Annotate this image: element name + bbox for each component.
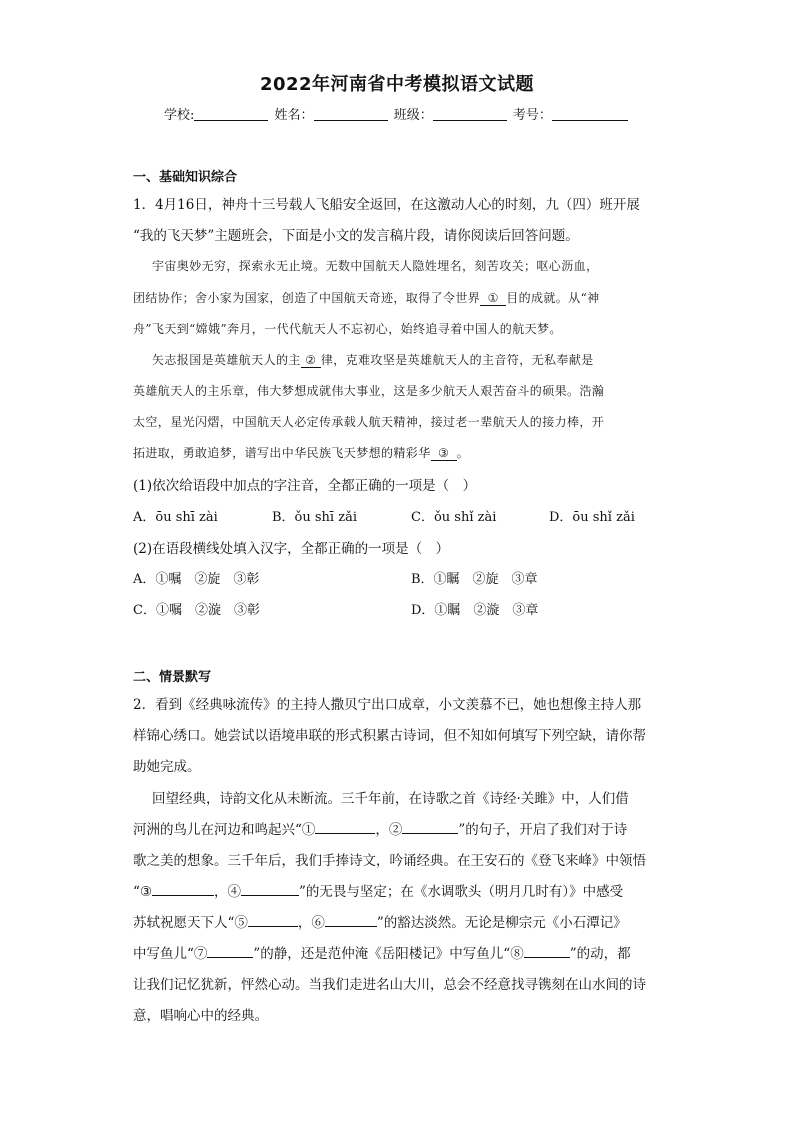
option-c[interactable]: C．ǒu shǐ zài xyxy=(411,510,497,525)
answer-blank[interactable] xyxy=(152,895,214,896)
answer-blank[interactable] xyxy=(325,926,377,927)
exam-no-blank[interactable] xyxy=(552,108,628,121)
blank-2: ② xyxy=(301,353,321,368)
paragraph-line: 河洲的鸟儿在河边和鸣起兴“① ，② ”的句子，开启了我们对于诗 xyxy=(133,822,628,838)
paragraph-line: 回望经典，诗韵文化从未断流。三千年前，在诗歌之首《诗经·关雎》中，人们借 xyxy=(152,791,629,807)
option-b[interactable]: B．①瞩 ②旋 ③章 xyxy=(411,572,538,587)
sub-question-stem: (2)在语段横线处填入汉字，全都正确的一项是（ ） xyxy=(133,541,450,557)
question-text: 2．看到《经典咏流传》的主持人撒贝宁出口成章，小文羡慕不已，她也想像主持人那 xyxy=(133,697,642,713)
page-title: 2022年河南省中考模拟语文试题 xyxy=(259,74,535,95)
option-d[interactable]: D．ōu shǐ zǎi xyxy=(549,510,635,525)
paragraph-line: “③ ，④ ”的无畏与坚定；在《水调歌头（明月几时有）》中感受 xyxy=(133,884,624,900)
blank-3: ③ xyxy=(431,446,457,461)
paragraph-line: 意，唱响心中的经典。 xyxy=(133,1008,268,1024)
passage-line: 团结协作；舍小家为国家，创造了中国航天奇迹，取得了令世界 ① 目的成就。从“神 xyxy=(133,291,600,305)
paragraph-line: 苏轼祝愿天下人“⑤ ，⑥ ”的豁达淡然。无论是柳宗元《小石潭记》 xyxy=(133,915,627,931)
student-info-row xyxy=(164,104,630,123)
passage-line: 矢志报国是英雄航天人的主 ② 律，克难攻坚是英雄航天人的主音符，无私奉献是 xyxy=(152,353,594,367)
question-text: “我的飞天梦”主题班会，下面是小文的发言稿片段，请你阅读后回答问题。 xyxy=(133,228,579,244)
school-blank[interactable] xyxy=(194,108,268,121)
question-text: 样锦心绣口。她尝试以语境串联的形式积累古诗词，但不知如何填写下列空缺，请你帮 xyxy=(133,728,646,744)
answer-blank[interactable] xyxy=(207,957,253,958)
question-text: 1．4月16日，神舟十三号载人飞船安全返回，在这激动人心的时刻，九（四）班开展 xyxy=(133,197,640,213)
passage-line: 舟”飞天到“嫦娥”奔月，一代代航天人不忘初心，始终追寻着中国人的航天梦。 xyxy=(133,322,562,336)
answer-blank[interactable] xyxy=(248,926,298,927)
class-label: 班级： xyxy=(393,108,433,123)
school-label: 学校: xyxy=(164,108,195,123)
answer-blank[interactable] xyxy=(241,895,299,896)
section-heading-1: 一、基础知识综合 xyxy=(133,170,238,185)
passage-line: 宇宙奥妙无穷，探索永无止境。无数中国航天人隐姓埋名，刻苦攻关；呕心沥血， xyxy=(152,259,599,273)
paragraph-line: 中写鱼儿“⑦ ”的静，还是范仲淹《岳阳楼记》中写鱼儿“⑧ ”的动，都 xyxy=(133,946,631,962)
section-heading-2: 二、情景默写 xyxy=(133,670,212,685)
passage-line: 英雄航天人的主乐章，伟大梦想成就伟大事业，这是多少航天人艰苦奋斗的硕果。浩瀚 xyxy=(133,384,605,398)
option-c[interactable]: C．①嘱 ②漩 ③彰 xyxy=(133,603,260,618)
answer-blank[interactable] xyxy=(524,957,570,958)
option-a[interactable]: A．ōu shī zài xyxy=(133,510,218,525)
blank-1: ① xyxy=(480,291,506,306)
question-text: 助她完成。 xyxy=(133,759,201,775)
passage-line: 太空，星光闪熠，中国航天人必定传承载人航天精神，接过老一辈航天人的接力棒，开 xyxy=(133,415,605,429)
passage-line: 拓进取，勇敢追梦，谱写出中华民族飞天梦想的精彩华 ③ 。 xyxy=(133,446,470,460)
class-blank[interactable] xyxy=(433,108,507,121)
option-a[interactable]: A．①嘱 ②旋 ③彰 xyxy=(133,572,260,587)
name-blank[interactable] xyxy=(314,108,388,121)
paragraph-line: 让我们记忆犹新，怦然心动。当我们走进名山大川，总会不经意找寻镌刻在山水间的诗 xyxy=(133,977,646,993)
answer-blank[interactable] xyxy=(402,833,458,834)
paragraph-line: 歌之美的想象。三千年后，我们手捧诗文，吟诵经典。在王安石的《登飞来峰》中领悟 xyxy=(133,853,646,869)
name-label: 姓名： xyxy=(274,108,314,123)
answer-blank[interactable] xyxy=(315,833,375,834)
exam-no-label: 考号： xyxy=(512,108,552,123)
sub-question-stem: (1)依次给语段中加点的字注音，全都正确的一项是（ ） xyxy=(133,478,477,494)
option-d[interactable]: D．①瞩 ②漩 ③章 xyxy=(411,603,539,618)
option-b[interactable]: B．ǒu shī zǎi xyxy=(272,510,357,525)
